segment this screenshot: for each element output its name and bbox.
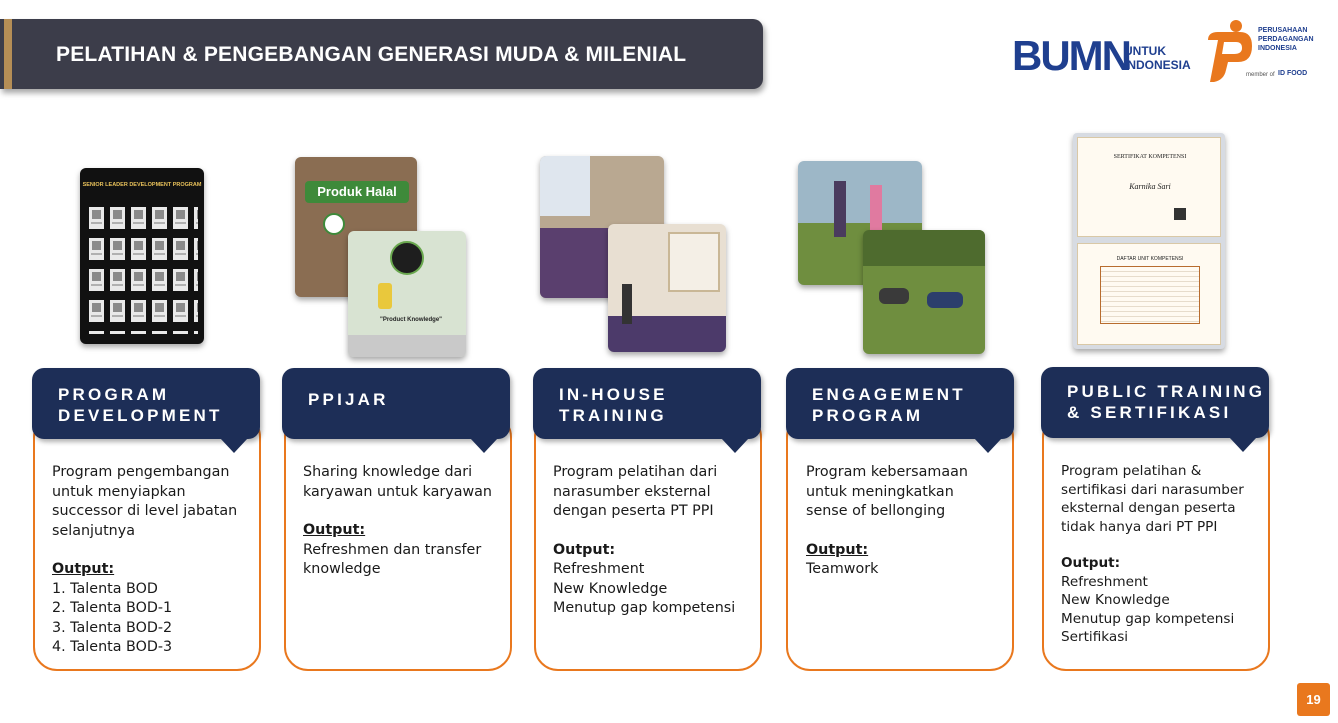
certificate-table [1100,266,1200,324]
idfood-logo: ID FOOD [1278,70,1308,77]
desc-line: successor di level jabatan [52,503,238,519]
certificate-page-1 [1077,137,1221,237]
card-title-line: PUBLIC TRAINING [1067,382,1266,401]
engagement-trees [863,230,985,266]
card-header-pointer [974,438,1002,453]
card-program-development-content [52,463,257,658]
desc-line: Program pelatihan dari [553,464,718,480]
ppi-logo-line1: PERUSAHAAN [1258,27,1308,34]
card-header-pointer [220,438,248,453]
card-public-training-title [1067,381,1265,423]
bumn-logo [1012,33,1190,79]
output-item: Sertifikasi [1061,629,1129,645]
output-item: Teamwork [806,561,879,577]
engagement-image-front [863,230,985,354]
in-house-image-front [608,224,726,352]
output-item: 1. Talenta BOD [52,580,158,597]
ppi-logo-text [1258,26,1330,53]
desc-line: narasumber eksternal [553,483,711,500]
output-item: 4. Talenta BOD-3 [52,639,173,655]
card-header-pointer [1229,437,1257,452]
card-ppijar-content [303,463,508,580]
engagement-crawler [879,288,909,304]
in-house-window [540,156,590,216]
certificate-page-2 [1077,243,1221,345]
desc-line: sertifikasi dari narasumber [1061,481,1244,498]
ppi-logo-line3: INDONESIA [1258,45,1297,52]
ppi-logo [1200,18,1330,84]
output-label: Output: [303,522,366,538]
card-in-house-training-title [559,384,668,426]
card-header-pointer [721,438,749,453]
in-house-presenter [622,284,632,324]
output-item: New Knowledge [553,580,668,597]
card-ppijar-header [282,368,510,439]
ppijar-image-front [348,231,466,357]
card-program-development-header [32,368,260,439]
card-in-house-training-content [553,463,758,619]
output-item: 3. Talenta BOD-2 [52,619,173,636]
desc-line: untuk menyiapkan [52,483,186,500]
ppijar-banner [305,181,409,203]
desc-line: tidak hanya dari PT PPI [1061,518,1218,535]
card-title-line: TRAINING [559,406,667,425]
program-development-image [80,168,204,344]
card-program-development-title [58,384,223,426]
desc-line: Program kebersamaan [806,464,968,480]
bumn-logo-sub-line1: UNTUK [1124,44,1166,58]
ppijar-banner-text: Produk Halal [317,184,397,199]
output-item: Menutup gap kompetensi [553,600,736,616]
ppijar-product-knowledge-text: "Product Knowledge" [379,317,443,323]
card-public-training-content [1061,462,1266,647]
certificate-image [1073,133,1225,349]
desc-line: untuk meningkatkan [806,483,954,500]
title-bar [0,19,763,89]
desc-line: dengan peserta PT PPI [553,503,714,519]
card-title-line: DEVELOPMENT [58,406,223,425]
card-title-line: PROGRAM [812,406,924,425]
card-header-pointer [470,438,498,453]
desc-line: Program pengembangan [52,464,230,480]
ppijar-product [378,283,392,309]
output-item: Refreshmen dan transfer [303,541,482,558]
desc-line: eksternal dengan peserta [1061,500,1236,516]
card-public-training-header [1041,367,1269,438]
bumn-logo-subtitle [1124,44,1204,72]
card-in-house-training-header [533,368,761,439]
output-item: 2. Talenta BOD-1 [52,600,173,616]
ppi-logo-line2: PERDAGANGAN [1258,36,1314,43]
program-development-image-caption: SENIOR LEADER DEVELOPMENT PROGRAM [82,182,202,188]
output-item: Refreshment [553,561,645,577]
in-house-shelves [668,232,720,292]
card-title-line: ENGAGEMENT [812,385,966,404]
desc-line: sense of bellonging [806,503,946,519]
card-engagement-program-content [806,463,1011,580]
card-ppijar-title [308,389,389,410]
certificate-qr [1174,208,1186,220]
desc-line: Program pelatihan & [1061,463,1202,479]
output-item: New Knowledge [1061,592,1170,608]
output-label: Output: [52,561,115,577]
certificate-title: SERTIFIKAT KOMPETENSI [1113,154,1187,160]
card-title-line: PPIJAR [308,390,389,409]
output-item: Menutup gap kompetensi [1061,610,1235,627]
desc-line: karyawan untuk karyawan [303,483,492,500]
output-label: Output: [553,541,616,558]
output-label: Output: [1061,555,1121,571]
output-item: knowledge [303,561,381,577]
ppijar-halal-badge [390,241,424,275]
ppi-member-label: member of [1246,72,1275,78]
output-item: Refreshment [1061,573,1148,590]
desc-line: Sharing knowledge dari [303,464,473,480]
card-engagement-program-title [812,384,966,426]
ppijar-cart-floor [348,335,466,357]
profile-grid-graphic [80,168,204,344]
certificate-name: Karnika Sari [1129,182,1171,191]
title-accent-stripe [4,19,12,89]
engagement-person [834,181,846,237]
page-title: PELATIHAN & PENGEBANGAN GENERASI MUDA & MILENIAL [56,43,687,66]
engagement-crawler-2 [927,292,963,308]
desc-line: selanjutnya [52,522,135,539]
card-title-line: & SERTIFIKASI [1067,403,1232,422]
certificate-unit-title: DAFTAR UNIT KOMPETENSI [1116,256,1184,262]
page-number: 19 [1297,683,1330,716]
bumn-logo-word: BUMN [1012,32,1130,79]
card-engagement-program-header [786,368,1014,439]
ppijar-speaker-photo [323,213,345,235]
bumn-logo-sub-line2: INDONESIA [1124,58,1191,72]
card-title-line: PROGRAM [58,385,170,404]
card-title-line: IN-HOUSE [559,385,668,404]
output-label: Output: [806,541,869,558]
